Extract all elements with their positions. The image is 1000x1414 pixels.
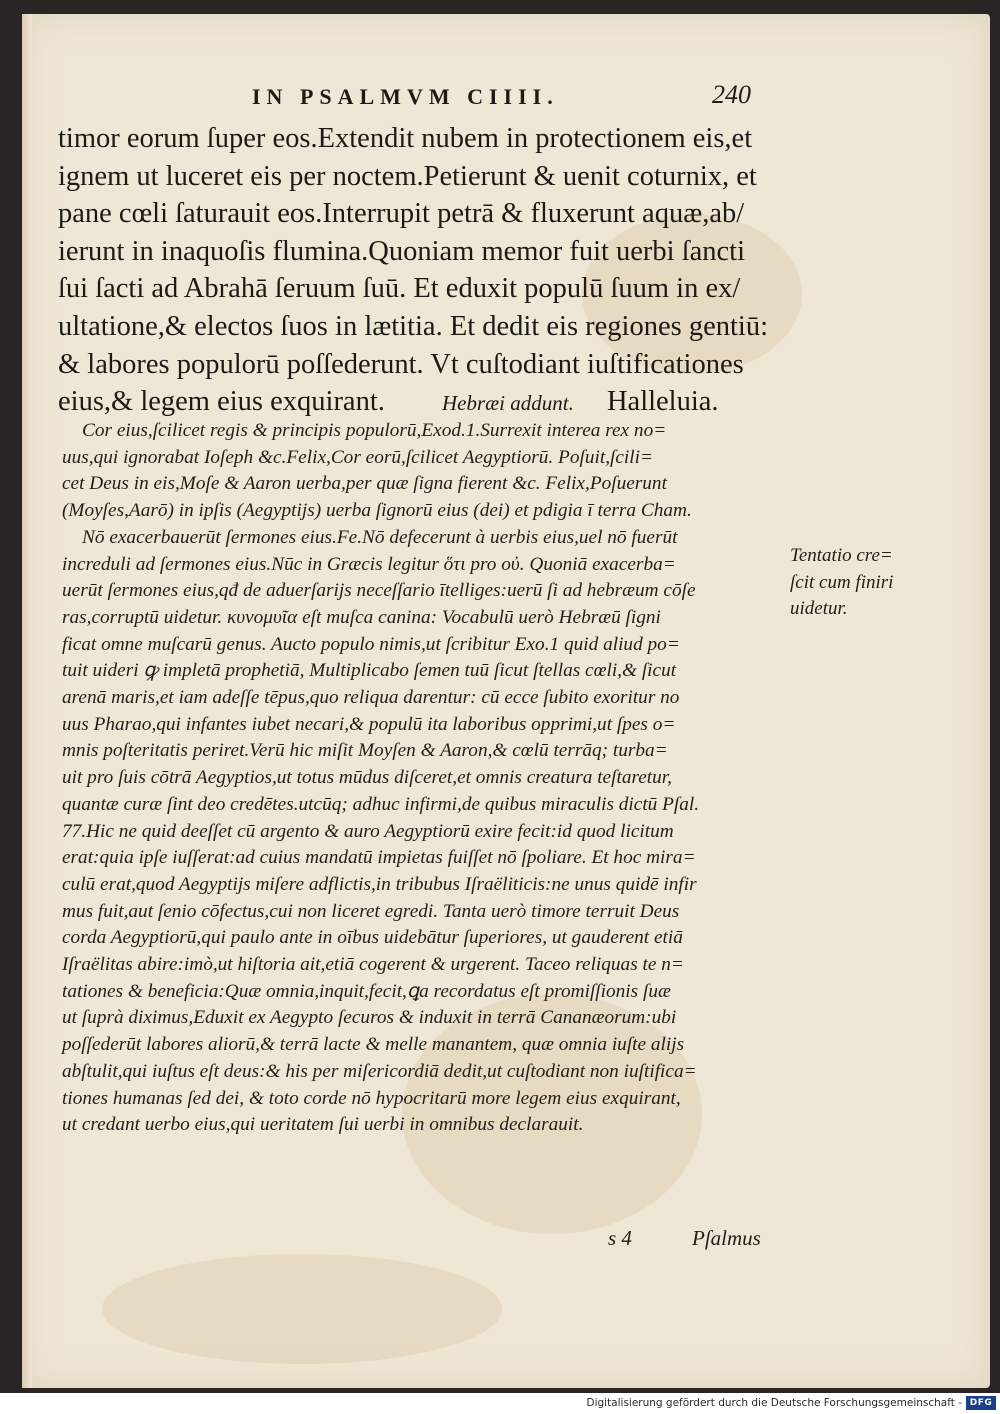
commentary-text (62, 418, 776, 1139)
commentary-line: arenā maris,et iam adeſſe tēpus,quo reliqua darentur: cū ecce ſubito exoritur no (62, 687, 680, 709)
commentary-line: tuit uideri ꝙ impletā prophetiā, Multiplicabo ſemen tuū ſicut ſtellas cœli,& ſicut (62, 660, 677, 682)
commentary-line: mnis poſteritatis periret.Verū hic miſit Moyſen & Aaron,& cœlū terrāq; turba= (62, 740, 668, 762)
commentary-line: cet Deus in eis,Moſe & Aaron uerba,per quæ ſigna fierent &c. Felix,Poſuerunt (62, 473, 667, 495)
paper-stain (102, 1254, 502, 1364)
commentary-line: uerūt ſermones eius,qđ de aduerſarijs neceſſario ītelliges:uerū ſi ad hebræum cōſe (62, 580, 696, 602)
psalm-final-line (58, 383, 778, 423)
halleluia: Halleluia. (606, 386, 719, 418)
dfg-logo: DFG (966, 1396, 996, 1410)
commentary-line: Nō exacerbauerūt ſermones eius.Fe.Nō defecerunt à uerbis eius,uel nō fuerūt (82, 526, 678, 548)
folio-number: 240 (712, 80, 751, 109)
psalm-line: ſui ſacti ad Abrahā ſeruum ſuū. Et eduxit populū ſuum in ex/ (58, 273, 741, 305)
commentary-line: increduli ad ſermones eius.Nūc in Græcis legitur ὅτι pro οὐ. Quoniā exacerba= (62, 553, 676, 575)
commentary-line: uit pro ſuis cōtrā Aegyptios,ut totus mūdus diſceret,et omnis creatura teſtaretur, (62, 767, 672, 789)
commentary-line: poſſederūt labores aliorū,& terrā lacte & melle manantem, quæ omnia iuſte alijs (62, 1034, 685, 1056)
catchword: Pſalmus (692, 1226, 761, 1250)
psalm-line: ignem ut luceret eis per noctem.Petierunt & uenit coturnix, et (58, 160, 757, 192)
commentary-line: tiones humanas ſed dei, & toto corde nō hypocritarū more legem eius exquirant, (62, 1087, 681, 1109)
commentary-line: quantæ curæ ſint deo credētes.utcūq; adhuc infirmi,de quibus miraculis dictū Pſal. (62, 793, 700, 815)
marginal-line: uidetur. (790, 598, 848, 620)
hebrew-attribution: Hebræi addunt. (442, 391, 574, 416)
commentary-line: ficat omne muſcarū genus. Aucto populo nimis,ut ſcribitur Exo.1 quid aliud po= (62, 633, 680, 655)
commentary-line: ras,corruptū uidetur. κυνομυῖα eſt muſca canina: Vocabulū uerò Hebræū ſigni (62, 606, 661, 628)
commentary-line: (Moyſes,Aarō) in ipſis (Aegyptijs) uerba ſignorū eius (dei) et pdigia ī terra Cham. (62, 500, 692, 522)
marginal-line: Tentatio cre= (790, 545, 893, 566)
psalm-line: ultatione,& electos ſuos in lætitia. Et dedit eis regiones gentiū: (58, 310, 768, 342)
page-gutter (22, 14, 32, 1388)
commentary-line: uus Pharao,qui infantes iubet necari,& populū ita laboribus opprimi,ut ſpes o= (62, 713, 676, 735)
psalm-line: ierunt in inaquoſis flumina.Quoniam memor fuit uerbi ſancti (58, 235, 746, 267)
psalm-text (58, 120, 778, 423)
commentary-line: Iſraëlitas abire:imò,ut hiſtoria ait,etiā cogerent & urgerent. Taceo reliquas te n= (62, 954, 684, 976)
commentary-line: Cor eius,ſcilicet regis & principis populorū,Exod.1.Surrexit interea rex no= (82, 420, 667, 441)
marginal-line: ſcit cum finiri (790, 571, 894, 593)
digitization-credit: Digitalisierung gefördert durch die Deutsche Forschungsgemeinschaft - (586, 1397, 962, 1409)
psalm-line: timor eorum ſuper eos.Extendit nubem in protectionem eis,et (58, 123, 753, 154)
commentary-line: ut ſuprà diximus,Eduxit ex Aegypto ſecuros & induxit in terrā Cananæorum:ubi (62, 1007, 677, 1029)
signature-mark: s 4 (608, 1226, 632, 1250)
commentary-line: corda Aegyptiorū,qui paulo ante in oībus uidebātur ſuperiores, ut gauderent etiā (62, 927, 683, 949)
commentary-line: mus fuit,aut ſenio cōfectus,cui non liceret egredi. Tanta uerò timore terruit Deus (62, 900, 680, 922)
psalm-line: & labores populorū poſſederunt. Vt cuſtodiant iuſtificationes (58, 348, 744, 380)
psalm-line: pane cœli ſaturauit eos.Interrupit petrā & fluxerunt aquæ,ab/ (58, 198, 745, 230)
marginal-note (790, 543, 910, 623)
running-head: IN PSALMVM CIIII. (252, 84, 559, 109)
commentary-line: abſtulit,qui iuſtus eſt deus:& his per miſericordiā dedit,ut cuſtodiant non iuſtifica= (62, 1060, 697, 1082)
commentary-line: ut credant uerbo eius,qui ueritatem ſui uerbi in omnibus declarauit. (62, 1114, 584, 1136)
psalm-line: eius,& legem eius exquirant. (58, 386, 385, 418)
commentary-line: tationes & beneficia:Quæ omnia,inquit,fecit,ꝗa recordatus eſt promiſſionis ſuæ (62, 980, 671, 1002)
commentary-line: erat:quia ipſe iuſſerat:ad cuius mandatū impietas fuiſſet nō ſpoliare. Et hoc mira= (62, 847, 696, 869)
commentary-line: uus,qui ignorabat Ioſeph &c.Felix,Cor eorū,ſcilicet Aegyptiorū. Poſuit,ſcili= (62, 446, 654, 468)
commentary-line: 77.Hic ne quid deeſſet cū argento & auro Aegyptiorū exire fecit:id quod licitum (62, 820, 674, 842)
commentary-line: culū erat,quod Aegyptijs miſere adflictis,in tribubus Iſraëliticis:ne unus quidē infir (62, 873, 697, 895)
